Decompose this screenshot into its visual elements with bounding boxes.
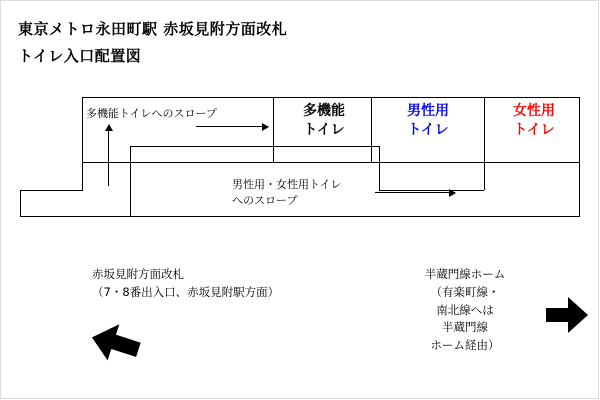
page-title-line-1: 東京メトロ永田町駅 赤坂見附方面改札 [18, 20, 288, 38]
caption-hanzomon-line-3: 南北線へは [436, 302, 494, 317]
plan-wall-right [579, 97, 580, 162]
room-label-mens-line-2: トイレ [407, 121, 449, 138]
caption-hanzomon-line [400, 266, 530, 355]
room-label-multipurpose [284, 102, 364, 140]
plan-corridor-left [130, 146, 131, 216]
multipurpose-slope-arrow-up [108, 130, 109, 185]
plan-corridor-right [579, 162, 580, 217]
room-label-womens [492, 102, 576, 140]
room-label-mens-line-1: 男性用 [407, 103, 449, 119]
multipurpose-slope-path [108, 185, 109, 186]
multipurpose-slope-label: 多機能トイレへのスロープ [86, 107, 217, 120]
caption-akasakamitsuke-line-1: 赤坂見附方面改札 [92, 267, 184, 281]
plan-wall-left-upper [82, 97, 83, 162]
caption-hanzomon-line-2: （有楽町線・ [430, 284, 500, 299]
room-label-womens-line-2: トイレ [513, 121, 555, 138]
plan-divider-3-lower [484, 162, 485, 190]
room-label-mens [383, 102, 473, 140]
mens-womens-slope-arrow [375, 192, 455, 193]
room-label-multipurpose-line-1: 多機能 [303, 103, 345, 119]
plan-corridor-bottom [20, 216, 580, 217]
caption-hanzomon-line-1: 半蔵門線ホーム [424, 267, 506, 281]
plan-room-entry-gap [379, 190, 484, 191]
arrow-right-icon [544, 295, 600, 341]
page-title-line-2: トイレ入口配置図 [18, 47, 142, 65]
arrow-down-left-icon [88, 318, 144, 364]
caption-hanzomon-line-5: ホーム経由） [430, 338, 500, 353]
caption-akasakamitsuke [92, 266, 279, 302]
mens-womens-slope-note-line-1: 男性用・女性用トイレ [232, 178, 342, 191]
plan-divider-1 [273, 97, 274, 162]
multipurpose-slope-arrow [196, 126, 268, 127]
plan-divider-3 [484, 97, 485, 162]
plan-wall-rooms-bottom [82, 162, 580, 163]
plan-corridor-left-stub [20, 190, 82, 191]
caption-hanzomon-line-4: 半蔵門線 [442, 320, 488, 335]
mens-womens-slope-note [232, 177, 341, 209]
room-label-multipurpose-line-2: トイレ [303, 121, 345, 138]
plan-corridor-top [130, 146, 379, 147]
plan-corridor-outer-left [20, 190, 21, 217]
mens-womens-slope-note-line-2: へのスロープ [232, 193, 298, 207]
plan-divider-2 [371, 97, 372, 162]
plan-corridor-step [379, 146, 380, 190]
room-label-womens-line-1: 女性用 [513, 103, 555, 119]
plan-wall-top [82, 97, 580, 98]
plan-wall-left-lower [82, 162, 83, 191]
caption-akasakamitsuke-line-2: （7・8番出入口、赤坂見附駅方面） [92, 284, 280, 299]
